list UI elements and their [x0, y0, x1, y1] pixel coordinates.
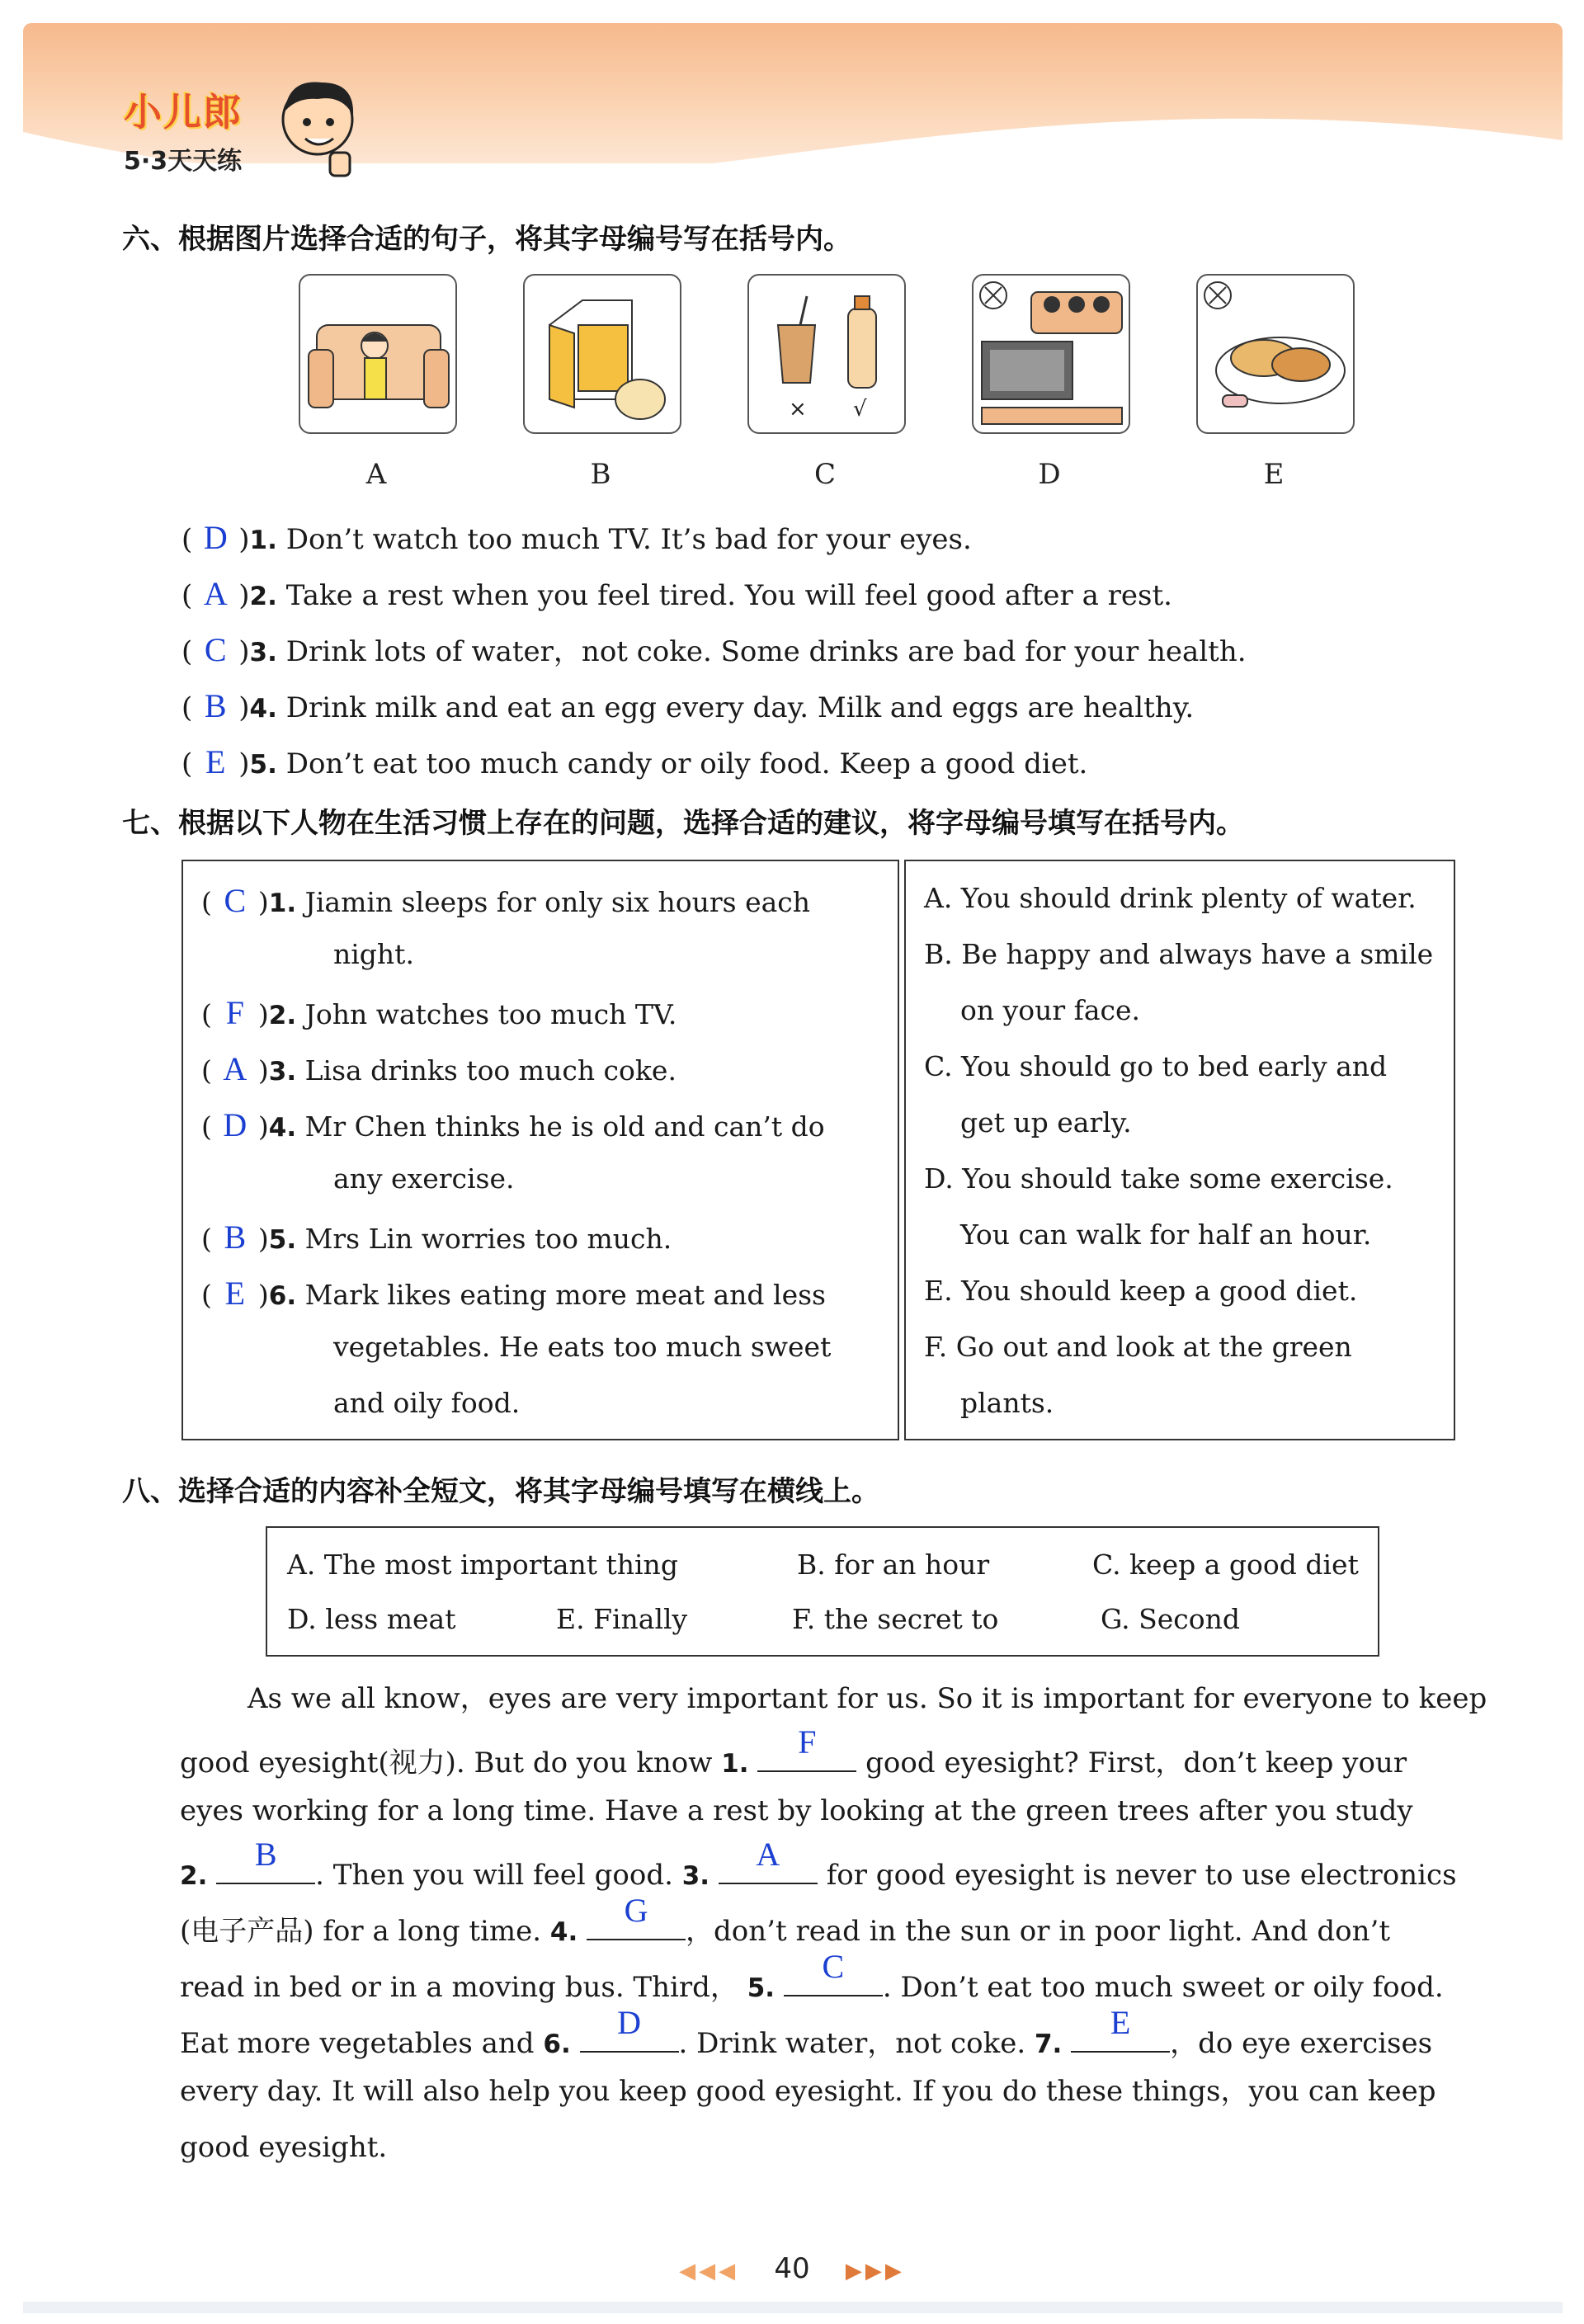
sec6-item-2: ( A )2. Take a rest when you feel tired. You will feel good after a rest.	[182, 575, 1172, 612]
option-b: B. for an hour	[797, 1549, 990, 1581]
item-number: 2.	[268, 1001, 297, 1030]
logo-sub: 5·3天天练	[124, 147, 243, 176]
section-8-title: 八、选择合适的内容补全短文，将其字母编号填写在横线上。	[122, 1475, 879, 1508]
problem-line: any exercise.	[333, 1162, 515, 1195]
advice-line: plants.	[960, 1387, 1054, 1419]
problem-line: ( F )2. John watches too much TV.	[201, 994, 677, 1031]
item-text: John watches too much TV.	[304, 998, 677, 1030]
blank-number: 5.	[747, 1973, 776, 2003]
problem-line: ( E )6. Mark likes eating more meat and less	[201, 1275, 826, 1312]
answer-field[interactable]: D	[203, 519, 228, 556]
option-f: F. the secret to	[792, 1603, 999, 1635]
svg-text:√: √	[853, 397, 867, 422]
item-text: Mr Chen thinks he is old and can’t do	[304, 1110, 825, 1143]
answer-field[interactable]: D	[223, 1106, 248, 1143]
item-number: 3.	[249, 638, 277, 667]
advice-line: D. You should take some exercise.	[924, 1162, 1393, 1195]
passage-line-1: As we all know，eyes are very important for us. So it is important for everyone to keep	[248, 1682, 1487, 1715]
sec6-item-3: ( C )3. Drink lots of water，not coke. Some drinks are bad for your health.	[182, 631, 1247, 668]
answer-field[interactable]: A	[203, 575, 228, 612]
bottom-bar	[23, 2302, 1563, 2313]
prev-arrows-icon: ◀◀◀	[679, 2259, 739, 2284]
answer-field[interactable]: E	[224, 1275, 246, 1312]
picture-e	[1196, 274, 1355, 434]
answer-field[interactable]: C	[224, 882, 247, 919]
passage-line-9: good eyesight.	[180, 2131, 388, 2164]
problem-line: vegetables. He eats too much sweet	[333, 1331, 832, 1363]
passage-line-8: every day. It will also help you keep good eyesight. If you do these things，you can keep	[180, 2075, 1436, 2108]
next-arrows-icon: ▶▶▶	[845, 2259, 905, 2284]
passage-line-7	[180, 2004, 1464, 2060]
problem-line: ( A )3. Lisa drinks too much coke.	[201, 1050, 676, 1087]
answer-field[interactable]: F	[225, 994, 244, 1031]
blank-7[interactable]	[1071, 2004, 1170, 2053]
passage-text: ，do eye exercises	[1170, 2027, 1433, 2060]
logo	[124, 82, 243, 177]
item-text: Mrs Lin worries too much.	[304, 1223, 672, 1255]
item-text: Lisa drinks too much coke.	[304, 1054, 676, 1087]
answer-field[interactable]: C	[204, 631, 227, 668]
section-6-title: 六、根据图片选择合适的句子，将其字母编号写在括号内。	[122, 223, 851, 256]
problem-line: night.	[333, 938, 414, 970]
blank-3[interactable]	[719, 1836, 818, 1884]
option-a: A. The most important thing	[287, 1549, 678, 1581]
passage-text: . Don’t eat too much sweet or oily food.	[882, 1971, 1444, 2004]
advice-line: on your face.	[960, 994, 1141, 1026]
item-text: Don’t watch too much TV. It’s bad for your eyes.	[285, 523, 972, 556]
item-text: Take a rest when you feel tired. You will feel good after a rest.	[285, 579, 1172, 612]
item-number: 1.	[268, 889, 297, 918]
blank-number: 7.	[1034, 2029, 1063, 2059]
passage-text: . Then you will feel good.	[315, 1859, 673, 1892]
problem-line: ( C )1. Jiamin sleeps for only six hours each	[201, 882, 811, 919]
blank-number: 4.	[549, 1917, 578, 1947]
blank-2[interactable]	[216, 1836, 315, 1884]
blank-answer: B	[254, 1836, 277, 1873]
passage-text: for good eyesight is never to use electronics	[826, 1859, 1457, 1892]
blank-number: 6.	[543, 2029, 571, 2059]
page-number: 40	[774, 2252, 810, 2285]
picture-a	[299, 274, 457, 434]
item-number: 2.	[249, 582, 277, 611]
rest-on-sofa-icon	[300, 276, 455, 432]
blank-number: 1.	[721, 1749, 749, 1779]
sec6-item-4: ( B )4. Drink milk and eat an egg every day. Milk and eggs are healthy.	[182, 687, 1195, 724]
blank-number: 2.	[180, 1861, 208, 1891]
oily-food-icon	[1198, 276, 1353, 432]
passage-text: ，don’t read in the sun or in poor light. And don’t	[686, 1915, 1390, 1948]
option-d: D. less meat	[287, 1603, 456, 1635]
sec6-item-1: ( D )1. Don’t watch too much TV. It’s bad for your eyes.	[182, 519, 972, 556]
passage-line-5	[180, 1892, 1464, 1948]
item-number: 3.	[268, 1057, 297, 1087]
header-wave	[23, 99, 1563, 190]
passage-text: . Drink water，not coke.	[678, 2027, 1026, 2060]
option-g: G. Second	[1101, 1603, 1241, 1635]
advice-line: E. You should keep a good diet.	[924, 1275, 1358, 1307]
item-text: Mark likes eating more meat and less	[304, 1279, 826, 1311]
passage-line-4	[180, 1836, 1464, 1892]
section-7-title: 七、根据以下人物在生活习惯上存在的问题，选择合适的建议，将字母编号填写在括号内。	[122, 807, 1244, 840]
picture-b	[523, 274, 681, 434]
answer-field[interactable]: E	[205, 743, 226, 780]
item-text: Don’t eat too much candy or oily food. Keep a good diet.	[285, 747, 1088, 780]
advice-line: C. You should go to bed early and	[924, 1050, 1388, 1082]
svg-text:×: ×	[789, 397, 807, 422]
blank-number: 3.	[681, 1861, 710, 1891]
advice-line: get up early.	[960, 1106, 1132, 1138]
problems-box	[182, 860, 899, 1440]
blank-answer: D	[617, 2004, 641, 2041]
advice-box	[904, 860, 1455, 1440]
passage-text: (电子产品) for a long time.	[180, 1915, 542, 1948]
passage-text: Eat more vegetables and	[180, 2027, 535, 2060]
options-box	[266, 1526, 1379, 1657]
picture-label-a: A	[365, 458, 387, 491]
advice-line: A. You should drink plenty of water.	[924, 882, 1417, 914]
watching-tv-icon	[974, 276, 1129, 432]
mascot-icon	[272, 74, 363, 181]
item-text: Jiamin sleeps for only six hours each	[304, 886, 811, 918]
logo-main: 小儿郎	[124, 90, 243, 134]
answer-field[interactable]: B	[204, 687, 227, 724]
item-number: 1.	[249, 526, 277, 555]
passage-line-2	[180, 1723, 1464, 1780]
coke-and-water-icon	[749, 276, 904, 432]
picture-label-c: C	[813, 458, 836, 491]
blank-answer: C	[822, 1948, 845, 1985]
advice-line: You can walk for half an hour.	[960, 1219, 1372, 1251]
option-c: C. keep a good diet	[1092, 1549, 1359, 1581]
blank-answer: E	[1110, 2004, 1131, 2041]
blank-6[interactable]	[580, 2004, 679, 2053]
sec6-item-5: ( E )5. Don’t eat too much candy or oily food. Keep a good diet.	[182, 743, 1088, 780]
passage-text: good eyesight(视力). But do you know	[180, 1747, 713, 1780]
picture-d	[972, 274, 1130, 434]
footer	[0, 2252, 1584, 2285]
picture-label-e: E	[1263, 458, 1285, 491]
item-number: 4.	[268, 1113, 297, 1143]
advice-line: B. Be happy and always have a smile	[924, 938, 1434, 970]
blank-4[interactable]	[587, 1892, 686, 1940]
answer-field[interactable]: B	[224, 1219, 247, 1256]
item-number: 5.	[268, 1225, 297, 1255]
picture-c	[747, 274, 906, 434]
blank-5[interactable]	[784, 1948, 883, 1996]
problem-line: ( D )4. Mr Chen thinks he is old and can’t do	[201, 1106, 825, 1143]
blank-answer: F	[798, 1723, 817, 1761]
item-number: 6.	[268, 1281, 297, 1311]
blank-answer: A	[756, 1836, 780, 1873]
item-number: 5.	[249, 750, 277, 780]
item-text: Drink lots of water，not coke. Some drinks are bad for your health.	[285, 635, 1247, 668]
answer-field[interactable]: A	[223, 1050, 248, 1087]
passage-text: good eyesight? First，don’t keep your	[865, 1747, 1407, 1780]
item-text: Drink milk and eat an egg every day. Milk and eggs are healthy.	[285, 691, 1195, 724]
problem-line: ( B )5. Mrs Lin worries too much.	[201, 1219, 672, 1256]
passage-line-6	[180, 1948, 1464, 2004]
picture-label-d: D	[1038, 458, 1061, 491]
milk-and-egg-icon	[525, 276, 680, 432]
blank-answer: G	[624, 1892, 648, 1929]
picture-label-b: B	[590, 458, 611, 491]
item-number: 4.	[249, 694, 277, 724]
passage-line-3: eyes working for a long time. Have a rest by looking at the green trees after you study	[180, 1794, 1413, 1827]
passage-text: read in bed or in a moving bus. Third，	[180, 1971, 738, 2004]
problem-line: and oily food.	[333, 1387, 521, 1419]
blank-1[interactable]	[757, 1723, 856, 1772]
advice-line: F. Go out and look at the green	[924, 1331, 1352, 1363]
option-e: E. Finally	[556, 1603, 688, 1635]
